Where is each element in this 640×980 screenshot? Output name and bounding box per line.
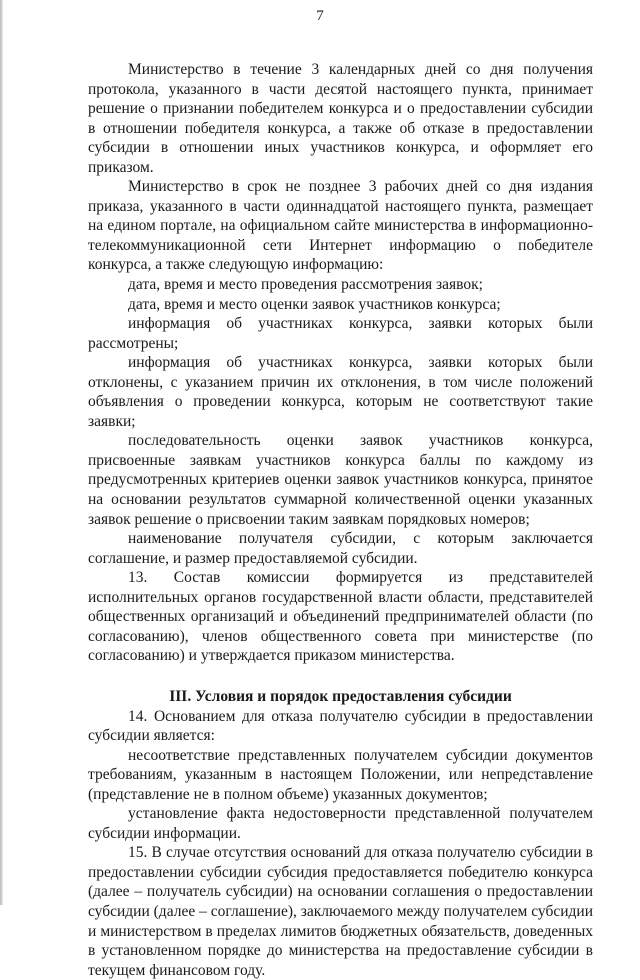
paragraph: Министерство в срок не позднее 3 рабочих дней со дня издания приказа, указанного в части одиннадцатой настоящего пункта, размещает на едином портале, на официальном сайте министерства в информационно-телекоммуникационной сети Интернет информацию о победителе конкурса, а также следующую информацию: [88,178,593,274]
document-body [88,60,593,980]
section-title: III. Условия и порядок предоставления субсидии [169,687,512,705]
list-item: наименование получателя субсидии, с которым заключается соглашение, и размер предоставляемой субсидии. [88,530,593,567]
scan-edge [0,0,3,905]
list-item: дата, время и место оценки заявок участников конкурса; [128,295,501,313]
list-item: информация об участниках конкурса, заявки которых были отклонены, с указанием причин их отклонения, в том числе положений объявления о проведении конкурса, которым не соответствуют такие заявки; [88,354,593,430]
paragraph-15: 15. В случае отсутствия оснований для отказа получателю субсидии в предоставлении субсидии субсидия предоставляется победителю конкурса (далее – получатель субсидии) на основании соглашения о предоставлении субсидии (далее – соглашение), заключаемого между получателем субсидии и министерством в пределах лимитов бюджетных обязательств, доведенных в установленном порядке до министерства на предоставление субсидии в текущем финансовом году. [88,844,593,979]
paragraph-14: 14. Основанием для отказа получателю субсидии в предоставлении субсидии является: [88,707,593,745]
list-item: дата, время и место проведения рассмотрения заявок; [128,276,483,294]
list-item: информация об участниках конкурса, заявки которых были рассмотрены; [88,315,593,352]
list-item: последовательность оценки заявок участников конкурса, присвоенные заявкам участников конкурса баллы по каждому из предусмотренных критериев оценки заявок участников конкурса, принятое на основании результатов суммарной количественной оценки указанных заявок решение о присвоении таким заявкам порядковых номеров; [88,432,593,528]
paragraph: Министерство в течение 3 календарных дней со дня получения протокола, указанного в части десятой настоящего пункта, принимает решение о признании победителем конкурса и о предоставлении субсидии в отношении победителя конкурса, а также об отказе в предоставлении субсидии в отношении иных участников конкурса, и оформляет его приказом. [88,61,593,176]
paragraph-13: 13. Состав комиссии формируется из представителей исполнительных органов государственной власти области, представителей общественных организаций и объединений предпринимателей области (по согласованию), членов общественного совета при министерстве (по согласованию) и утверждается приказом министерства. [88,569,593,665]
list-item: несоответствие представленных получателем субсидии документов требованиям, указанным в настоящем Положении, или непредставление (представление не в полном объеме) указанных документов; [88,746,593,803]
page-number: 7 [316,8,324,24]
list-item: установление факта недостоверности представленной получателем субсидии информации. [88,805,593,842]
